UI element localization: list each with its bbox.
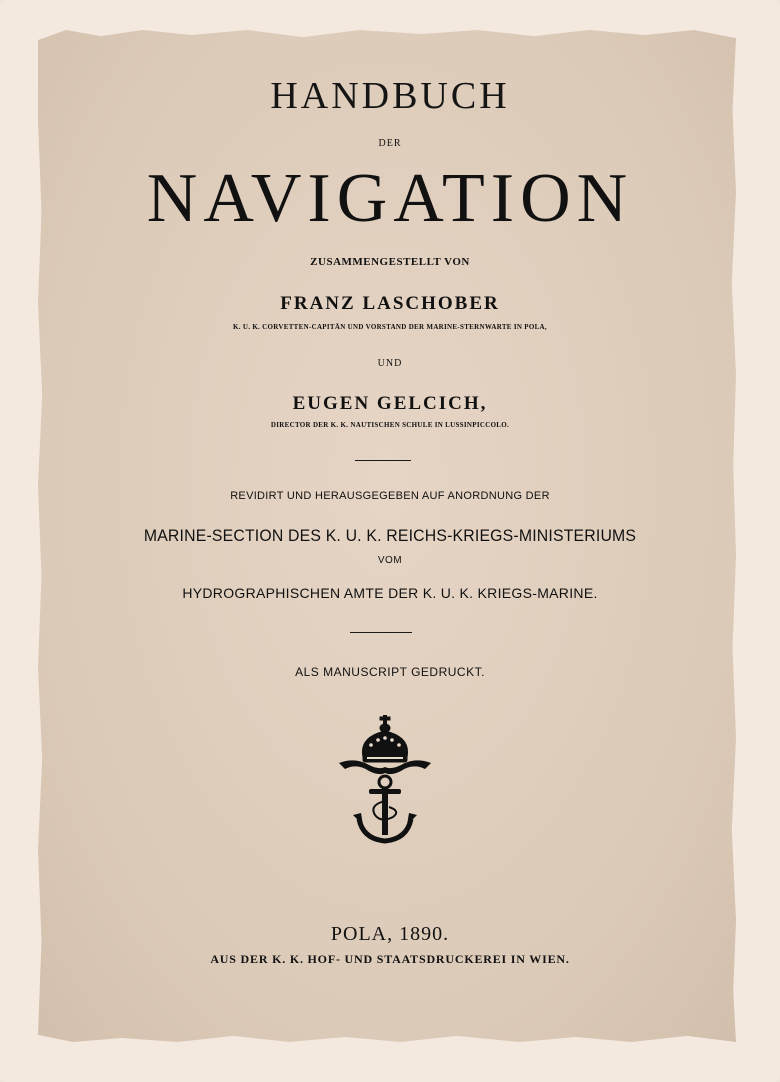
author-laschober: FRANZ LASCHOBER	[280, 293, 500, 314]
vom-line: VOM	[377, 555, 403, 566]
conjunction-und: UND	[377, 358, 403, 369]
crowned-anchor-icon	[325, 715, 445, 845]
compiled-by: ZUSAMMENGESTELLT VON	[310, 256, 470, 268]
author-gelcich: EUGEN GELCICH,	[292, 393, 488, 414]
title-navigation: NAVIGATION	[146, 160, 634, 237]
place-year: POLA, 1890.	[330, 923, 450, 945]
revised-line: REVIDIRT UND HERAUSGEGEBEN AUF ANORDNUNG DER	[230, 490, 550, 502]
title-handbuch: HANDBUCH	[270, 75, 510, 117]
section-line: MARINE-SECTION DES K. U. K. REICHS-KRIEGS-MINISTERIUMS	[143, 526, 637, 545]
divider-rule	[355, 460, 411, 461]
manuscript-note: ALS MANUSCRIPT GEDRUCKT.	[295, 665, 485, 679]
author-laschober-role: K. U. K. CORVETTEN-CAPITÄN UND VORSTAND DER MARINE-STERNWARTE IN POLA,	[233, 323, 547, 331]
hydrographic-line: HYDROGRAPHISCHEN AMTE DER K. U. K. KRIEGS-MARINE.	[182, 585, 598, 601]
author-gelcich-role: DIRECTOR DER K. K. NAUTISCHEN SCHULE IN LUSSINPICCOLO.	[270, 421, 510, 429]
divider-rule	[350, 632, 412, 633]
printer-line: AUS DER K. K. HOF- UND STAATSDRUCKEREI IN WIEN.	[210, 952, 570, 966]
title-der: DER	[378, 138, 402, 149]
